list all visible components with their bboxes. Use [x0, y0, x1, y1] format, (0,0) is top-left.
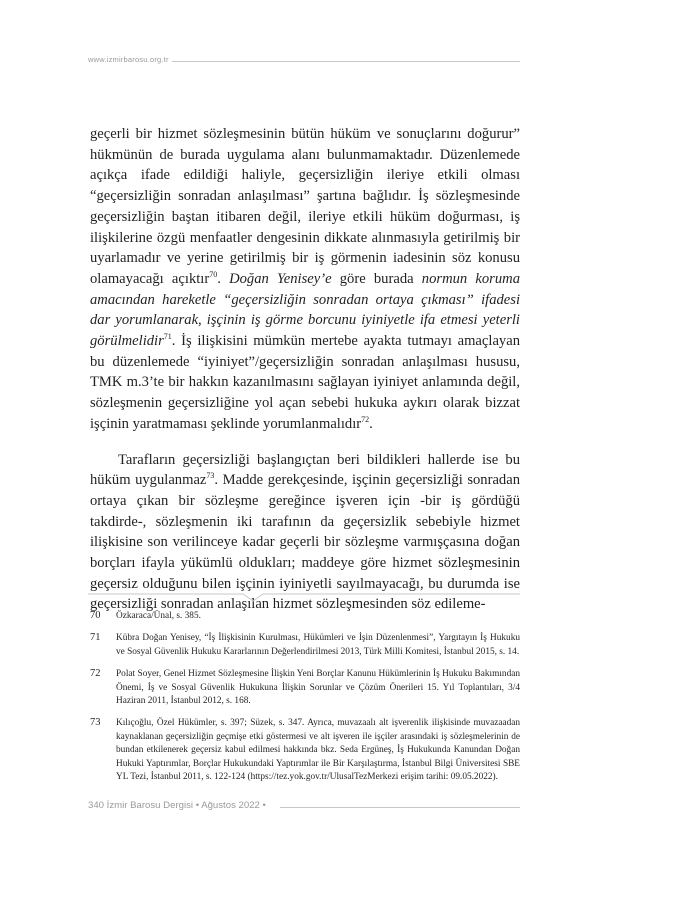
text-segment: . [217, 270, 230, 287]
footnote-divider [88, 584, 520, 604]
footnote-number: 71 [90, 632, 101, 644]
text-segment: Tarafların geçersizliği başlangıçtan beri bildikleri hallerde ise bu hüküm uygulanmaz [90, 451, 520, 489]
footnote-text: Kübra Doğan Yenisey, “İş İlişkisinin Kurulması, Hükümleri ve İşin Düzenlenmesi”, Yargıtayın İş Hukuku ve Sosyal Güvenlik Hukuku Kararlarının Değerlendirilmesi 2013, Türk Milli Komitesi, İstanbul 2015, s. 14. [116, 633, 520, 657]
footnote [90, 632, 520, 659]
text-segment: geçerli bir hizmet sözleşmesinin bütün hüküm ve sonuçlarını doğurur” hükmünün de burada uygulama alanı bulunmamaktadır. Düzenlemede açıkça ifade edildiği haliyle, geçersizliğin ileriye etkili olması “geçersizliğin sonradan anlaşılması” şartına bağlıdır. İş sözleşmesinde geçersizliğin baştan itibaren değil, ileriye etkili hüküm doğurması, iş ilişkilerine özgü menfaatler dengesinin dikkate alınmasıyla getirilmiş bir uyarlamadır ve yerine getirilmiş bir iş görmenin iadesinin söz konusu olamayacağı açıktır [90, 126, 520, 287]
footnote-ref[interactable]: 70 [209, 270, 218, 280]
footnote-ref[interactable]: 72 [361, 414, 370, 424]
footnote-text: Kılıçoğlu, Özel Hükümler, s. 397; Süzek, s. 347. Ayrıca, muvazaalı alt işverenlik ilişkisinde muvazaadan kaynaklanan geçersizliğin geçmişe etki göstermesi ve alt işveren ile işçiler arasındaki iş sözleşmelerinin de bundan etkilenerek geçersiz kabul edilmesi hakkında bkz. Seda Ergüneş, İş Hukukunda Kanundan Doğan Hukuki Yaptırımlar, Borçlar Hukukundaki Yaptırımlar ile Bir Karşılaştırma, İstanbul Bilgi Üniversitesi SBE YL Tezi, İstanbul 2011, s. 122-124 (https://tez.yok.gov.tr/UlusalTezMerkezi erişim tarihi: 09.05.2022). [116, 718, 520, 783]
page-footer [88, 800, 520, 814]
footnote-text: Özkaraca/Ünal, s. 385. [116, 611, 201, 621]
footer-text: 340 İzmir Barosu Dergisi • Ağustos 2022 • [88, 800, 266, 811]
footnote-text: Polat Soyer, Genel Hizmet Sözleşmesine İlişkin Yeni Borçlar Kanunu Hükümlerinin İş Hukuku Bakımından Önemi, İş ve Sosyal Güvenlik Hukukuna İlişkin Sorunlar ve Çözüm Önerileri 15. Yıl Toplantıları, 3/4 Haziran 2011, İstanbul 2012, s. 168. [116, 669, 520, 707]
italic-quote: normun koruma amacından hareketle “geçersizliğin sonradan ortaya çıkması” ifadesi dar yorumlanarak, işçinin iş görme borcunu iyiniyetle ifa etmesi yeterli görülmelidir [90, 270, 520, 350]
footnote-ref[interactable]: 71 [163, 332, 172, 342]
paragraph [90, 124, 520, 435]
footnote-number: 72 [90, 668, 101, 680]
footnote [90, 668, 520, 708]
footnote-ref[interactable]: 73 [206, 471, 215, 481]
footnotes [90, 610, 520, 793]
footnote-number: 70 [90, 610, 101, 621]
header-url: www.izmirbarosu.org.tr [88, 55, 169, 64]
text-segment: göre burada [331, 270, 422, 287]
author-name: Doğan Yenisey’e [229, 270, 332, 287]
body-text [90, 124, 520, 615]
text-segment: . İş ilişkisini mümkün mertebe ayakta tutmayı amaçlayan bu düzenlemede “iyiniyet”/geçersizliğin sonradan anlaşılması hususu, TMK m.3’te bir hakkın kazanılmasını sağlayan iyiniyet anlamında değil, sözleşmenin geçersizliğine yol açan sebebi hukuka aykırı olarak bizzat işçinin yaratmaması şeklinde yorumlanmalıdır [90, 333, 520, 432]
footnote [90, 717, 520, 784]
footnote-number: 73 [90, 717, 101, 729]
header-rule [172, 61, 520, 62]
text-segment: . [369, 415, 373, 432]
text-segment: . Madde gerekçesinde, işçinin geçersizliği sonradan ortaya çıkan bir sözleşme gereğince işveren için -bir iş gördüğü takdirde-, sözleşmenin iki tarafının da geçersizlik sebebiyle hizmet ilişkisine son verilinceye kadar geçerli bir sözleşme varmışçasına doğan borçları ifayla yükümlü oldukları; maddeye göre hizmet sözleşmesinin geçersiz olduğunu bilen işçinin iyiniyetli sayılmayacağı, bu durumda ise geçersizliği sonradan anlaşılan hizmet sözleşmesinden söz edileme- [90, 472, 521, 613]
footnote [90, 610, 520, 623]
footer-rule [280, 807, 520, 808]
